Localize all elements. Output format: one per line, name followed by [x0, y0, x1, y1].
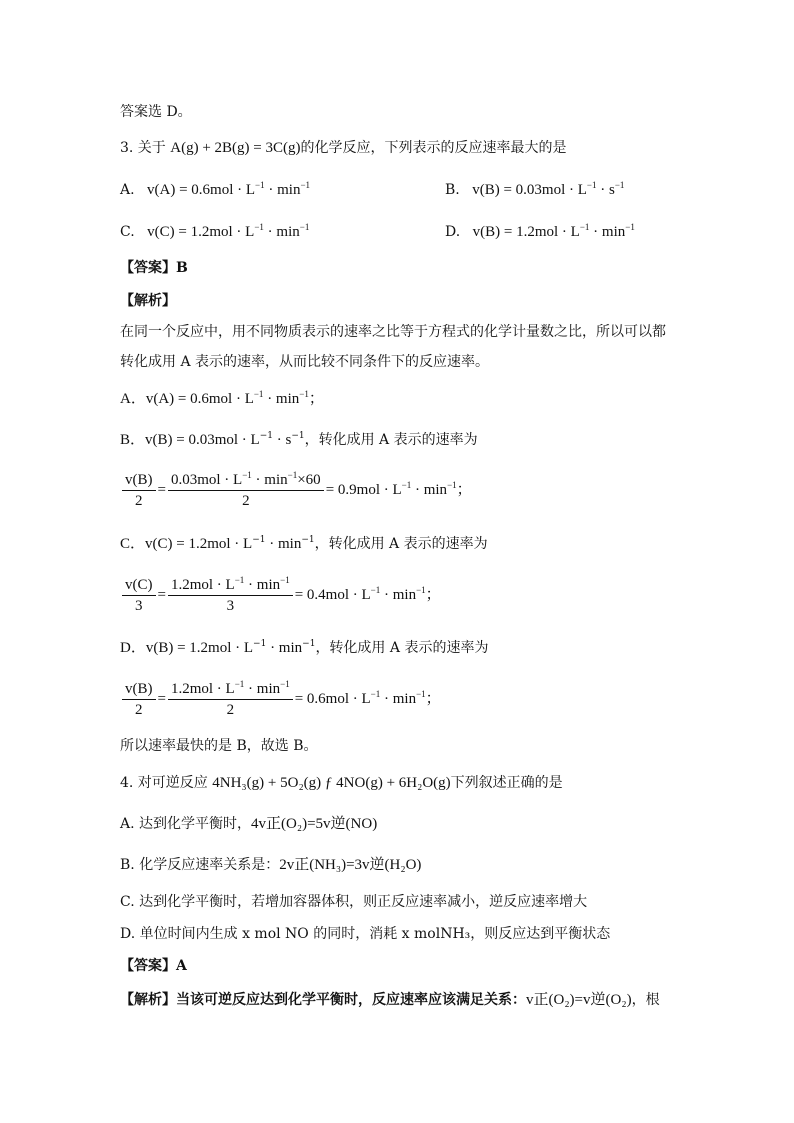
question-4-stem — [120, 773, 563, 793]
q3-option-a — [120, 180, 310, 200]
q3-step-c: C．$v(C) = 1.2mol \cdot L^{-1} \cdot \min^{-1}$，转化成用 A 表示的速率为 — [120, 535, 488, 552]
q4-option-a-equation: 4v正(O₂)=5v逆(NO) — [251, 816, 378, 832]
fraction-vc-over-3: $\frac{v(C)}{3}$ — [122, 575, 156, 616]
q3-option-b-expr: $v(B) = 0.03mol \cdot L^{-1} \cdot s^{-1}$ — [472, 180, 625, 198]
q4-analysis: 【解析】当该可逆反应达到化学平衡时，反应速率应该满足关系：v正(O₂)=v逆(O₂)，根 — [120, 992, 660, 1008]
q3-analysis-text-2: 转化成用 A 表示的速率，从而比较不同条件下的反应速率。 — [120, 354, 490, 370]
q4-option-a: A. 达到化学平衡时，4v正(O₂)=5v逆(NO) — [120, 816, 378, 832]
q4-stem-suffix: 下列叙述正确的是 — [450, 775, 563, 791]
q3-stem-suffix: 的化学反应，下列表示的反应速率最大的是 — [300, 140, 567, 156]
q3-formula-d: $\frac{v(B)}{2}$ = $\frac{1.2mol \cdot L^{-1} \cdot \min^{-1}}{2}$ = $0.6mol \cdot L^{-1} \cdot \min^{-1}$； — [120, 679, 441, 720]
q3-option-d-label: D. — [445, 224, 461, 240]
q3-analysis-title: 【解析】 — [120, 293, 176, 309]
q4-stem-prefix: 4. 对可逆反应 — [120, 775, 208, 791]
fraction-b-calc: $\frac{0.03mol \cdot L^{-1} \cdot \min^{-1}\times 60}{2}$ — [168, 470, 324, 511]
q3-formula-b: $\frac{v(B)}{2}$ = $\frac{0.03mol \cdot L^{-1} \cdot \min^{-1}\times 60}{2}$ = $0.9mol \cdot L^{-1} \cdot \min^{-1}$； — [120, 470, 472, 511]
fraction-d-calc: $\frac{1.2mol \cdot L^{-1} \cdot \min^{-1}}{2}$ — [168, 679, 293, 720]
q4-option-b: B. 化学反应速率关系是：2v正(NH₃)=3v逆(H₂O) — [120, 857, 422, 873]
q3-option-b-label: B. — [445, 182, 460, 198]
question-3-stem — [120, 138, 567, 158]
q3-option-c — [120, 222, 309, 242]
fraction-vb-over-2: $\frac{v(B)}{2}$ — [122, 470, 156, 511]
q3-conclusion: 所以速率最快的是 B，故选 B。 — [120, 738, 318, 754]
q3-option-a-expr: $v(A) = 0.6mol \cdot L^{-1} \cdot \min^{-1}$ — [147, 180, 311, 198]
previous-answer-line: 答案选 D。 — [120, 104, 192, 120]
q3-formula-c: $\frac{v(C)}{3}$ = $\frac{1.2mol \cdot L^{-1} \cdot \min^{-1}}{3}$ = $0.4mol \cdot L^{-1} \cdot \min^{-1}$； — [120, 575, 441, 616]
q4-analysis-equation: v正(O₂)=v逆(O₂) — [526, 992, 632, 1008]
q3-option-d-expr: $v(B) = 1.2mol \cdot L^{-1} \cdot \min^{-1}$ — [472, 222, 635, 240]
q3-option-d — [445, 222, 635, 242]
q4-answer: 【答案】A — [120, 958, 187, 974]
fraction-c-calc: $\frac{1.2mol \cdot L^{-1} \cdot \min^{-1}}{3}$ — [168, 575, 293, 616]
q3-step-b: B．$v(B) = 0.03mol \cdot L^{-1} \cdot s^{-1}$，转化成用 A 表示的速率为 — [120, 431, 478, 448]
q3-stem-prefix: 3. 关于 — [120, 140, 166, 156]
q4-option-d: D. 单位时间内生成 x mol NO 的同时，消耗 x molNH₃，则反应达到平衡状态 — [120, 926, 611, 942]
q3-option-b — [445, 180, 624, 200]
q3-step-a: A．$v(A) = 0.6mol \cdot L^{-1} \cdot \min^{-1}$； — [120, 389, 324, 407]
q3-option-a-label: A. — [120, 182, 135, 198]
q3-step-d: D．$v(B) = 1.2mol \cdot L^{-1} \cdot \min^{-1}$，转化成用 A 表示的速率为 — [120, 639, 489, 656]
q4-option-c: C. 达到化学平衡时，若增加容器体积，则正反应速率减小，逆反应速率增大 — [120, 894, 588, 910]
q3-option-c-expr: $v(C) = 1.2mol \cdot L^{-1} \cdot \min^{-1}$ — [147, 222, 310, 240]
q4-stem-equation: 4NH₃(g) + 5O₂(g) ƒ 4NO(g) + 6H₂O(g) — [212, 775, 451, 791]
fraction-vb-over-2-d: $\frac{v(B)}{2}$ — [122, 679, 156, 720]
q3-option-c-label: C. — [120, 224, 135, 240]
q3-answer: 【答案】B — [120, 260, 188, 276]
q3-stem-equation: A(g) + 2B(g) = 3C(g) — [170, 140, 301, 156]
q3-analysis-text-1: 在同一个反应中，用不同物质表示的速率之比等于方程式的化学计量数之比，所以可以都 — [120, 324, 666, 340]
q4-option-b-equation: 2v正(NH₃)=3v逆(H₂O) — [279, 857, 422, 873]
